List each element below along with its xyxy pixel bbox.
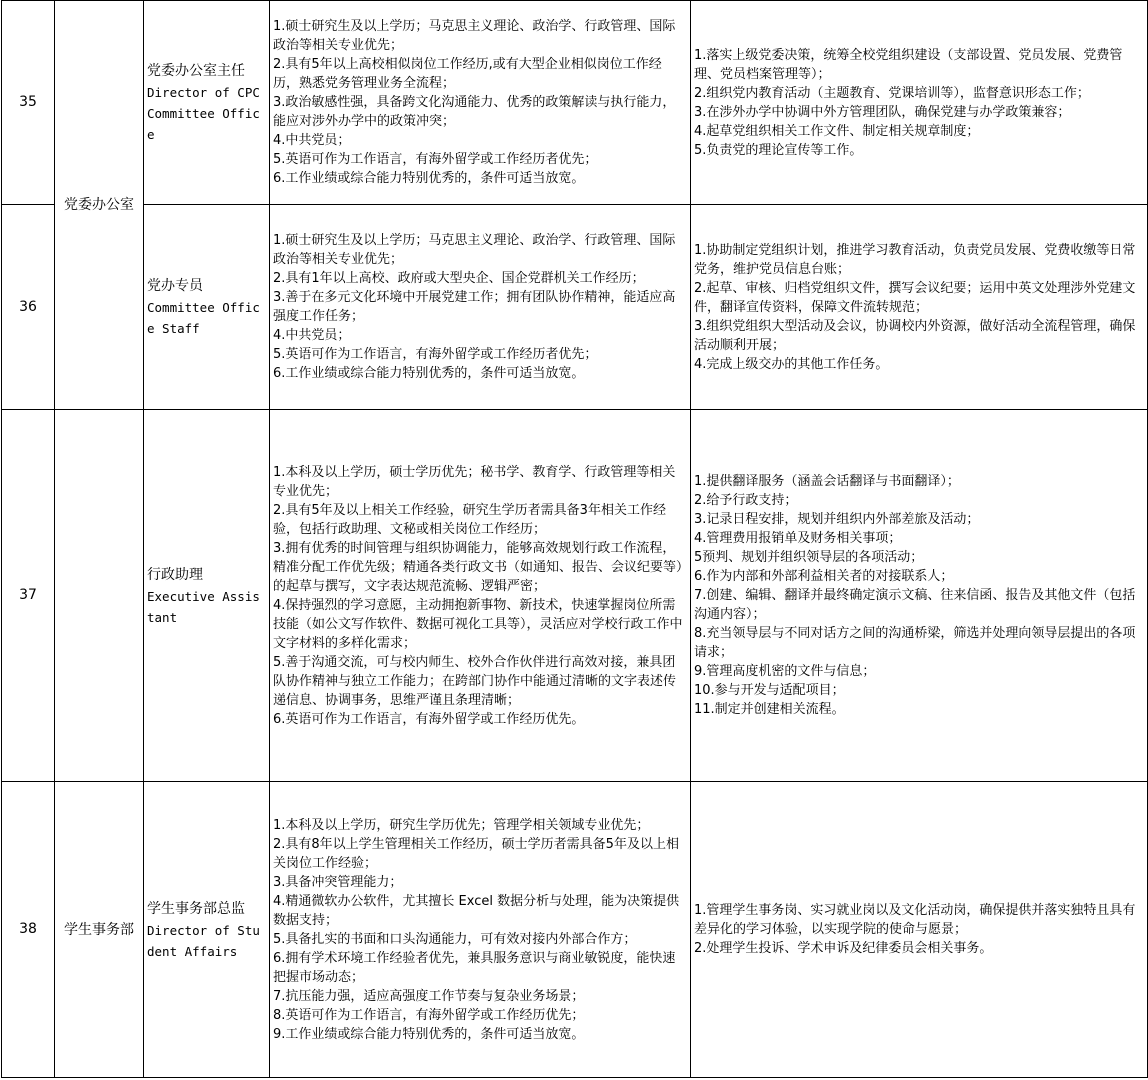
duty-item: 1.提供翻译服务（涵盖会话翻译与书面翻译）； (694, 474, 960, 489)
position-title-cn: 党办专员 (147, 278, 203, 294)
duty-item: 1.管理学生事务岗、实习就业岗以及文化活动岗，确保提供并落实独特且具有差异化的学习体验，以实现学院的使命与愿景； (694, 903, 1136, 937)
position-cell (144, 410, 270, 782)
duty-item: 3.在涉外办学中协调中外方管理团队，确保党建与办学政策兼容； (694, 104, 1071, 120)
position-cell (144, 782, 270, 1078)
duty-item: 3.记录日程安排，规划并组织内外部差旅及活动； (694, 512, 980, 527)
duty-item: 3.组织党组织大型活动及会议，协调校内外资源，做好活动全流程管理，确保活动顺利开展； (694, 318, 1136, 353)
position-title-cn: 行政助理 (147, 566, 203, 583)
requirement-item: 4.保持强烈的学习意愿，主动拥抱新事物、新技术，快速掌握岗位所需技能（如公文写作软件、数据可视化工具等），灵活应对学校行政工作中文字材料的多样化需求； (273, 597, 683, 651)
requirement-item: 6.工作业绩或综合能力特别优秀的，条件可适当放宽。 (273, 366, 585, 381)
requirements-cell (270, 205, 691, 410)
requirements-cell (270, 1, 691, 205)
duty-item: 1.落实上级党委决策，统筹全校党组织建设（支部设置、党员发展、党费管理、党员档案管理等）； (694, 47, 1123, 82)
requirement-item: 7.抗压能力强，适应高强度工作节奏与复杂业务场景； (273, 988, 585, 1004)
requirement-item: 1.硕士研究生及以上学历；马克思主义理论、政治学、行政管理、国际政治等相关专业优先； (273, 19, 676, 53)
requirement-item: 5.善于沟通交流，可与校内师生、校外合作伙伴进行高效对接，兼具团队协作精神与独立工作能力；在跨部门协作中能通过清晰的文字表述传递信息、协调事务，思维严谨且条理清晰； (273, 654, 677, 708)
department-cell: 学生事务部 (55, 782, 144, 1078)
requirement-item: 3.拥有优秀的时间管理与组织协调能力，能够高效规划行政工作流程，精准分配工作优先级；精通各类行政文书（如通知、报告、会议纪要等）的起草与撰写，文字表达规范流畅、逻辑严密； (273, 540, 683, 594)
position-cell (144, 1, 270, 205)
duty-item: 9.管理高度机密的文件与信息； (694, 664, 876, 679)
position-title-cn: 党委办公室主任 (147, 63, 245, 79)
duty-item: 6.作为内部和外部利益相关者的对接联系人； (694, 569, 954, 584)
duty-item: 5.负责党的理论宣传等工作。 (694, 142, 863, 158)
position-title-cn: 学生事务部总监 (147, 900, 245, 917)
recruitment-table (1, 0, 1148, 1078)
duty-item: 2.处理学生投诉、学术申诉及纪律委员会相关事务。 (694, 941, 993, 956)
duty-item: 2.组织党内教育活动（主题教育、党课培训等），监督意识形态工作； (694, 85, 1090, 101)
duties-cell (691, 1, 1148, 205)
position-title-en: Committee Office Staff (147, 300, 260, 336)
duty-item: 2.起草、审核、归档党组织文件，撰写会议纪要；运用中英文处理涉外党建文件，翻译宣传资料，保障文件流转规范； (694, 280, 1136, 315)
row-number: 35 (2, 1, 55, 205)
requirement-item: 3.善于在多元文化环境中开展党建工作；拥有团队协作精神，能适应高强度工作任务； (273, 290, 676, 324)
duties-cell (691, 205, 1148, 410)
duty-item: 4.完成上级交办的其他工作任务。 (694, 356, 889, 372)
requirement-item: 2.具有8年以上学生管理相关工作经历，硕士学历者需具备5年及以上相关岗位工作经验； (273, 836, 679, 871)
requirement-item: 3.政治敏感性强，具备跨文化沟通能力、优秀的政策解读与执行能力，能应对涉外办学中的政策冲突； (273, 95, 676, 129)
duty-item: 7.创建、编辑、翻译并最终确定演示文稿、往来信函、报告及其他文件（包括沟通内容）； (694, 588, 1136, 622)
requirements-cell (270, 782, 691, 1078)
requirement-item: 5.英语可作为工作语言，有海外留学或工作经历者优先； (273, 347, 598, 362)
duty-item: 11.制定并创建相关流程。 (694, 702, 845, 717)
table-row (2, 782, 1148, 1078)
row-number: 36 (2, 205, 55, 410)
requirement-item: 4.精通微软办公软件，尤其擅长 Excel 数据分析与处理，能为决策提供数据支持； (273, 893, 680, 928)
requirement-item: 5.具备扎实的书面和口头沟通能力，可有效对接内外部合作方； (273, 931, 637, 947)
duties-cell (691, 782, 1148, 1078)
duty-item: 1.协助制定党组织计划，推进学习教育活动，负责党员发展、党费收缴等日常党务，维护党员信息台账； (694, 242, 1136, 277)
requirement-item: 6.工作业绩或综合能力特别优秀的，条件可适当放宽。 (273, 171, 585, 186)
duty-item: 5预判、规划并组织领导层的各项活动； (694, 550, 924, 565)
requirement-item: 6.英语可作为工作语言，有海外留学或工作经历优先。 (273, 711, 585, 727)
requirement-item: 1.本科及以上学历，研究生学历优先；管理学相关领域专业优先； (273, 817, 650, 833)
position-title-en: Director of Student Affairs (147, 922, 260, 959)
row-number: 38 (2, 782, 55, 1078)
duty-item: 10.参与开发与适配项目； (694, 683, 845, 698)
table-row (2, 410, 1148, 782)
requirement-item: 2.具有1年以上高校、政府或大型央企、国企党群机关工作经历； (273, 271, 645, 286)
department-cell (55, 410, 144, 782)
duty-item: 4.管理费用报销单及财务相关事项； (694, 531, 902, 546)
requirement-item: 4.中共党员； (273, 133, 351, 148)
requirement-item: 1.本科及以上学历，硕士学历优先；秘书学、教育学、行政管理等相关专业优先； (273, 464, 676, 499)
requirements-cell (270, 410, 691, 782)
position-cell (144, 205, 270, 410)
position-title-en: Executive Assistant (147, 588, 260, 625)
requirement-item: 4.中共党员； (273, 328, 351, 343)
duty-item: 2.给予行政支持； (694, 493, 798, 508)
requirement-item: 8.英语可作为工作语言，有海外留学或工作经历优先； (273, 1007, 585, 1023)
duty-item: 8.充当领导层与不同对话方之间的沟通桥梁，筛选并处理向领导层提出的各项请求； (694, 626, 1136, 660)
department-cell: 党委办公室 (55, 1, 144, 410)
requirement-item: 1.硕士研究生及以上学历；马克思主义理论、政治学、行政管理、国际政治等相关专业优先； (273, 233, 676, 267)
duties-cell (691, 410, 1148, 782)
requirement-item: 5.英语可作为工作语言，有海外留学或工作经历者优先； (273, 152, 598, 167)
row-number: 37 (2, 410, 55, 782)
requirement-item: 2.具有5年以上高校相似岗位工作经历,或有大型企业相似岗位工作经历，熟悉党务管理业务全流程； (273, 57, 662, 91)
table-row (2, 205, 1148, 410)
requirement-item: 3.具备冲突管理能力； (273, 874, 403, 890)
table-row (2, 1, 1148, 205)
requirement-item: 2.具有5年及以上相关工作经验，研究生学历者需具备3年相关工作经验，包括行政助理、文秘或相关岗位工作经历； (273, 502, 666, 537)
duty-item: 4.起草党组织相关工作文件、制定相关规章制度； (694, 123, 980, 139)
requirement-item: 6.拥有学术环境工作经验者优先，兼具服务意识与商业敏锐度，能快速把握市场动态； (273, 950, 676, 985)
requirement-item: 9.工作业绩或综合能力特别优秀的，条件可适当放宽。 (273, 1026, 585, 1042)
position-title-en: Director of CPC Committee Office (147, 85, 260, 142)
